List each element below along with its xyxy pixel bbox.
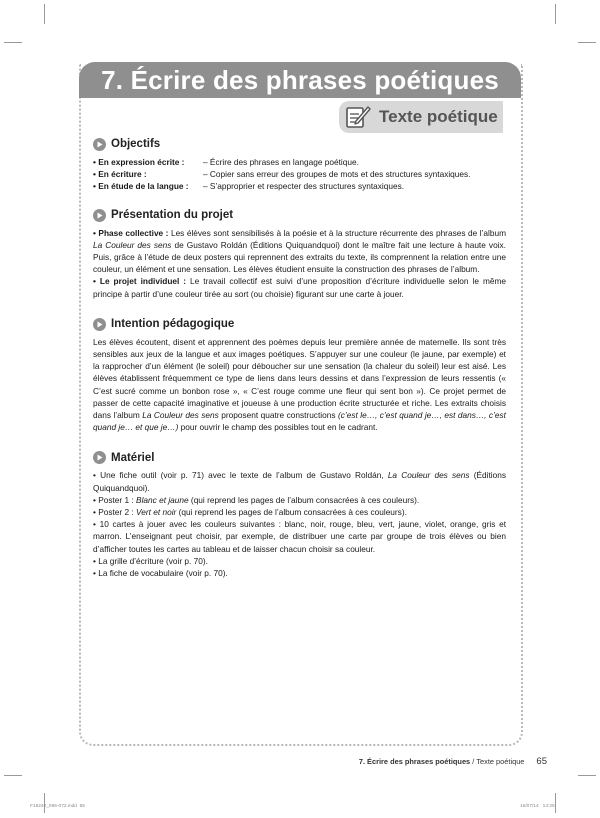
material-item: • La grille d’écriture (voir p. 70). bbox=[93, 555, 208, 566]
book-title: La Couleur des sens bbox=[93, 239, 172, 250]
bold-label: • Le projet individuel : bbox=[93, 276, 187, 287]
text-run: (qui reprend les pages de l’album consacrées à ces couleurs). bbox=[176, 507, 407, 518]
objective-row bbox=[93, 180, 506, 192]
text-run: Les élèves écoutent, disent et apprennent des poèmes depuis leur première année de maternelle. Ils sont très sensibles aux jeux de la langue et aux images poétiques. S’appuyer sur une couleur (le jaune, par exemple) et la rapprocher d’un élément (le soleil) pour déboucher sur une sensation (la chaleur du soleil) leur est aisé. Les élèves établissent fréquemment ce type de liens dans leurs dessins et dans l’expression de leurs ressentis (« C’est sucré comme un bonbon rose », « C’est rouge comme une fleur qui sent bon »). Ce projet permet de passer de cette capacité imaginative et joueuse à une production écrite structurée et riche. Les extraits choisis dans l’album bbox=[93, 336, 506, 421]
heading-text: Intention pédagogique bbox=[111, 318, 235, 331]
crop-mark bbox=[578, 42, 596, 43]
paragraph-intention bbox=[93, 336, 506, 434]
poster-title: Blanc et jaune bbox=[136, 494, 189, 505]
section-presentation bbox=[93, 209, 506, 300]
poster-title: Vert et noir bbox=[136, 507, 177, 518]
section-intention bbox=[93, 318, 506, 434]
crop-mark bbox=[555, 793, 556, 813]
heading-text: Matériel bbox=[111, 451, 155, 464]
crop-mark bbox=[44, 4, 45, 24]
print-slug-date: 16/07/14 14:25 bbox=[520, 804, 555, 809]
text-run: (Éditions Quiquandquoi). bbox=[93, 470, 507, 493]
paragraph-projet-individuel bbox=[93, 275, 506, 299]
title-bar bbox=[79, 62, 521, 98]
play-bullet-icon bbox=[93, 451, 106, 464]
print-slug-file: F16240_065-072.indd 65 bbox=[30, 804, 85, 809]
book-title: La Couleur des sens bbox=[142, 410, 219, 421]
text-run: pour ouvrir le champ des possibles tout en le cadrant. bbox=[178, 422, 378, 433]
text-run: de Gustavo Roldán (Éditions Quiquandquoi) dont le maître fait une lecture à haute voix. Puis, grâce à l’étude de deux posters qui reprennent des extraits du texte, ils comprennent la relation entre une couleur, un élément et une sensation. Les élèves étudient ensuite la construction des phrases de l’album. bbox=[93, 239, 506, 275]
play-bullet-icon bbox=[93, 209, 106, 222]
objective-label: • En écriture : bbox=[93, 169, 147, 180]
objective-row bbox=[93, 156, 506, 168]
writing-pad-icon bbox=[345, 105, 371, 129]
page-number: 65 bbox=[536, 756, 547, 767]
objective-text: – Copier sans erreur des groupes de mots et des structures syntaxiques. bbox=[203, 169, 471, 180]
main-content bbox=[93, 138, 506, 579]
objective-label: • En étude de la langue : bbox=[93, 181, 189, 192]
objective-row bbox=[93, 168, 506, 180]
text-run: proposent quatre constructions bbox=[218, 410, 338, 421]
section-materiel bbox=[93, 451, 506, 579]
material-item: • 10 cartes à jouer avec les couleurs suivantes : blanc, noir, rouge, bleu, vert, jaune, violet, orange, gris et marron. L’enseignant peut choisir, par exemple, de distribuer une carte par groupe de trois élèves ou bien d’afficher toutes les cartes au tableau et de laisser chacun choisir sa couleur. bbox=[93, 519, 506, 554]
material-item: • La fiche de vocabulaire (voir p. 70). bbox=[93, 568, 228, 579]
text-run: • Poster 1 : bbox=[93, 494, 137, 505]
text-run: • Poster 2 : bbox=[93, 507, 137, 518]
footer-section: 7. Écrire des phrases poétiques bbox=[358, 757, 471, 766]
objective-text: – Écrire des phrases en langage poétique. bbox=[203, 157, 359, 167]
constructions-list: (c’est le…, c’est quand je…, est dans…, c’est quand je… et que je…) bbox=[93, 410, 506, 433]
crop-mark bbox=[578, 775, 596, 776]
section-objectifs bbox=[93, 138, 506, 193]
play-bullet-icon bbox=[93, 138, 106, 151]
material-item bbox=[93, 494, 506, 506]
crop-mark bbox=[44, 793, 45, 813]
section-heading bbox=[93, 451, 506, 464]
heading-text: Présentation du projet bbox=[111, 209, 234, 221]
category-tag bbox=[339, 101, 503, 133]
section-heading bbox=[93, 318, 506, 331]
section-heading bbox=[93, 138, 506, 151]
paragraph-phase-collective bbox=[93, 227, 506, 276]
footer-separator: / bbox=[470, 757, 477, 766]
text-run: Les élèves sont sensibilisés à la poésie et à la structure récurrente des phrases de l’album bbox=[168, 227, 506, 238]
play-bullet-icon bbox=[93, 318, 106, 331]
objective-text: – S’approprier et respecter des structures syntaxiques. bbox=[203, 181, 405, 192]
category-label: Texte poétique bbox=[379, 107, 498, 126]
book-title: La Couleur des sens bbox=[387, 470, 470, 481]
text-run: • Une fiche outil (voir p. 71) avec le texte de l’album de Gustavo Roldán, bbox=[93, 470, 388, 481]
material-item bbox=[93, 469, 506, 493]
crop-mark bbox=[4, 775, 22, 776]
heading-text: Objectifs bbox=[111, 138, 161, 151]
crop-mark bbox=[555, 4, 556, 24]
page-footer bbox=[300, 756, 547, 767]
footer-category: Texte poétique bbox=[476, 757, 525, 766]
material-item bbox=[93, 506, 506, 518]
section-heading bbox=[93, 209, 506, 222]
bold-label: • Phase collective : bbox=[93, 227, 169, 238]
page-title: 7. Écrire des phrases poétiques bbox=[101, 64, 499, 95]
crop-mark bbox=[4, 42, 22, 43]
text-run: (qui reprend les pages de l’album consacrées à ces couleurs). bbox=[188, 494, 420, 505]
objective-label: • En expression écrite : bbox=[93, 157, 185, 167]
text-run: Le travail collectif est suivi d’une proposition d’écriture individuelle selon le même principe à partir d’une couleur tirée au sort (ou choisie) figurant sur une carte à jouer. bbox=[93, 276, 506, 299]
